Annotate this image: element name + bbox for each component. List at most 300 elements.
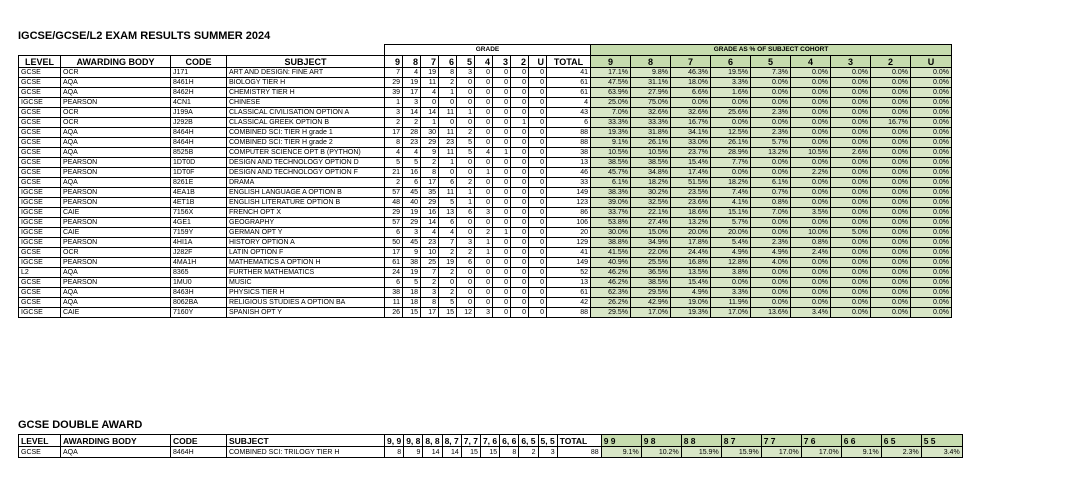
grade-count-cell: 0 — [529, 228, 547, 238]
grade-count-cell: 0 — [457, 268, 475, 278]
code-cell: 8365 — [171, 268, 227, 278]
grade-count-cell: 2 — [439, 268, 457, 278]
grade-count-cell: 21 — [385, 168, 403, 178]
grade-count-cell: 23 — [439, 138, 457, 148]
grade-count-cell: 11 — [385, 298, 403, 308]
grade-count-cell: 0 — [511, 148, 529, 158]
grade-count-cell: 6 — [457, 208, 475, 218]
level-cell: GCSE — [19, 178, 61, 188]
grade-pct-cell: 0.0% — [871, 188, 911, 198]
grade-pct-cell: 0.0% — [831, 278, 871, 288]
code-cell: 8461H — [171, 78, 227, 88]
grade-pct-cell: 0.0% — [791, 258, 831, 268]
grade-count-cell: 11 — [439, 108, 457, 118]
grade-pct-cell: 26.2% — [591, 298, 631, 308]
grade-pct-cell: 0.0% — [911, 308, 952, 318]
grade-pct-cell: 0.0% — [831, 78, 871, 88]
grade-pct-cell: 7.0% — [591, 108, 631, 118]
grade-pct-cell: 0.0% — [751, 278, 791, 288]
total-cell: 88 — [557, 447, 601, 458]
grade-count-cell: 0 — [475, 278, 493, 288]
grade-count-cell: 4 — [385, 148, 403, 158]
grade-pct-cell: 42.9% — [631, 298, 671, 308]
grade-count-cell: 1 — [493, 148, 511, 158]
grade-pct-cell: 0.0% — [911, 198, 952, 208]
grade-count-cell: 50 — [385, 238, 403, 248]
grade-pct-cell: 20.0% — [711, 228, 751, 238]
grade-count-cell: 0 — [439, 98, 457, 108]
grade-pct-cell: 0.0% — [831, 258, 871, 268]
grade-count-cell: 1 — [457, 188, 475, 198]
grade-count-cell: 3 — [475, 208, 493, 218]
grade-count-cell: 3 — [403, 98, 421, 108]
grade-pct-cell: 0.0% — [911, 138, 952, 148]
code-cell: J292B — [171, 118, 227, 128]
awarding-body-cell: AQA — [61, 447, 171, 458]
grade-count-cell: 2 — [475, 228, 493, 238]
level-cell: IGCSE — [19, 228, 61, 238]
grade-count-cell: 0 — [475, 198, 493, 208]
grade-pct-cell: 12.8% — [711, 258, 751, 268]
table-row — [19, 158, 952, 168]
grade-count-cell: 24 — [385, 268, 403, 278]
total-header: TOTAL — [547, 56, 591, 68]
level-cell: GCSE — [19, 447, 61, 458]
grade-pct-cell: 4.0% — [751, 258, 791, 268]
level-cell: IGCSE — [19, 308, 61, 318]
grade-count-cell: 57 — [385, 218, 403, 228]
grade-pct-cell: 0.0% — [871, 108, 911, 118]
awarding-body-cell: AQA — [61, 178, 171, 188]
grade-pct-cell: 29.5% — [631, 288, 671, 298]
code-cell: 1MU0 — [171, 278, 227, 288]
level-cell: GCSE — [19, 148, 61, 158]
double-award-title: GCSE DOUBLE AWARD — [18, 419, 143, 431]
grade-count-cell: 1 — [475, 238, 493, 248]
table-row — [19, 188, 952, 198]
grade-pct-cell: 22.1% — [631, 208, 671, 218]
grade-count-cell: 5 — [439, 298, 457, 308]
grade-pct-cell: 51.5% — [671, 178, 711, 188]
grade-pct-cell: 5.7% — [751, 138, 791, 148]
grade-pct-cell: 17.4% — [671, 168, 711, 178]
grade-pct-cell: 2.2% — [791, 168, 831, 178]
grade-pct-cell: 0.0% — [911, 298, 952, 308]
grade-pct-cell: 46.3% — [671, 68, 711, 78]
awarding-body-cell: PEARSON — [61, 198, 171, 208]
grade-count-cell: 0 — [511, 98, 529, 108]
total-cell: 20 — [547, 228, 591, 238]
grade-count-cell: 4 — [403, 148, 421, 158]
grade-pct-cell: 38.3% — [591, 188, 631, 198]
awarding-body-cell: PEARSON — [61, 278, 171, 288]
grade-pct-cell: 19.3% — [591, 128, 631, 138]
subject-cell: LATIN OPTION F — [227, 248, 385, 258]
grade-count-cell: 3 — [538, 447, 557, 458]
grade-count-cell: 0 — [457, 158, 475, 168]
grade-pct-cell: 0.0% — [911, 118, 952, 128]
code-cell: J282F — [171, 248, 227, 258]
grade-count-cell: 0 — [493, 278, 511, 288]
grade-count-cell: 0 — [457, 298, 475, 308]
grade-pct-cell: 33.3% — [631, 118, 671, 128]
grade-count-cell: 23 — [421, 238, 439, 248]
code-cell: 8062BA — [171, 298, 227, 308]
grade-pct-cell: 15.4% — [671, 278, 711, 288]
grade-header: 5 — [457, 56, 475, 68]
code-cell: 8464H — [171, 128, 227, 138]
grade-pct-cell: 13.6% — [751, 308, 791, 318]
grade-pct-cell: 18.2% — [711, 178, 751, 188]
grade-pct-cell: 0.0% — [671, 98, 711, 108]
grade-header: 9, 9 — [385, 435, 404, 447]
grade-count-cell: 11 — [421, 78, 439, 88]
grade-pct-cell: 17.0% — [761, 447, 801, 458]
grade-pct-cell: 13.2% — [751, 148, 791, 158]
grade-count-cell: 0 — [529, 268, 547, 278]
grade-count-cell: 0 — [511, 258, 529, 268]
grade-pct-cell: 26.1% — [711, 138, 751, 148]
level-header: LEVEL — [19, 56, 61, 68]
subject-cell: MATHEMATICS A OPTION H — [227, 258, 385, 268]
grade-count-cell: 0 — [511, 68, 529, 78]
grade-pct-header: 5 5 — [921, 435, 962, 447]
total-cell: 88 — [547, 138, 591, 148]
level-header: LEVEL — [19, 435, 61, 447]
subject-cell: CHINESE — [227, 98, 385, 108]
grade-count-cell: 2 — [457, 248, 475, 258]
total-cell: 123 — [547, 198, 591, 208]
grade-count-cell: 2 — [439, 78, 457, 88]
level-cell: IGCSE — [19, 198, 61, 208]
grade-count-cell: 0 — [493, 308, 511, 318]
subject-cell: CHEMISTRY TIER H — [227, 88, 385, 98]
level-cell: GCSE — [19, 78, 61, 88]
grade-count-cell: 0 — [511, 238, 529, 248]
grade-count-cell: 0 — [529, 168, 547, 178]
grade-pct-cell: 0.0% — [791, 108, 831, 118]
grade-pct-cell: 1.6% — [711, 88, 751, 98]
grade-pct-cell: 0.0% — [751, 298, 791, 308]
grade-count-cell: 0 — [439, 118, 457, 128]
code-cell: 8462H — [171, 88, 227, 98]
total-cell: 33 — [547, 178, 591, 188]
grade-count-cell: 0 — [493, 138, 511, 148]
grade-count-cell: 0 — [511, 78, 529, 88]
grade-pct-cell: 41.5% — [591, 248, 631, 258]
grade-count-cell: 0 — [529, 278, 547, 288]
grade-pct-cell: 6.6% — [671, 88, 711, 98]
grade-pct-cell: 32.6% — [631, 108, 671, 118]
grade-pct-cell: 0.0% — [871, 138, 911, 148]
grade-pct-header: U — [911, 56, 952, 68]
grade-count-cell: 17 — [385, 128, 403, 138]
level-cell: IGCSE — [19, 238, 61, 248]
grade-header: 7, 6 — [480, 435, 499, 447]
grade-pct-cell: 0.0% — [871, 218, 911, 228]
grade-pct-cell: 24.4% — [671, 248, 711, 258]
awarding-body-cell: PEARSON — [61, 238, 171, 248]
table-row — [19, 108, 952, 118]
grade-count-cell: 0 — [511, 138, 529, 148]
grade-pct-cell: 34.1% — [671, 128, 711, 138]
grade-pct-cell: 32.6% — [671, 108, 711, 118]
grade-pct-cell: 0.0% — [871, 238, 911, 248]
total-cell: 86 — [547, 208, 591, 218]
grade-count-cell: 10 — [421, 248, 439, 258]
grade-pct-cell: 0.0% — [911, 268, 952, 278]
grade-count-cell: 9 — [404, 447, 423, 458]
subject-cell: FURTHER MATHEMATICS — [227, 268, 385, 278]
grade-pct-cell: 31.1% — [631, 78, 671, 88]
grade-pct-header: 9 — [591, 56, 631, 68]
subject-cell: CLASSICAL GREEK OPTION B — [227, 118, 385, 128]
grade-pct-cell: 15.9% — [721, 447, 761, 458]
grade-count-cell: 6 — [439, 218, 457, 228]
grade-count-cell: 8 — [439, 68, 457, 78]
grade-pct-cell: 0.0% — [711, 118, 751, 128]
grade-pct-cell: 19.0% — [671, 298, 711, 308]
grade-count-cell: 0 — [511, 158, 529, 168]
grade-pct-cell: 45.7% — [591, 168, 631, 178]
grade-count-cell: 0 — [475, 108, 493, 118]
grade-count-cell: 0 — [511, 268, 529, 278]
subject-header: SUBJECT — [227, 435, 385, 447]
code-cell: 7159Y — [171, 228, 227, 238]
code-cell: 4HI1A — [171, 238, 227, 248]
grade-count-cell: 0 — [511, 218, 529, 228]
grade-pct-cell: 38.5% — [631, 278, 671, 288]
total-cell: 52 — [547, 268, 591, 278]
subject-cell: GEOGRAPHY — [227, 218, 385, 228]
grade-pct-cell: 3.3% — [711, 288, 751, 298]
grade-pct-cell: 0.0% — [791, 78, 831, 88]
awarding-body-cell: AQA — [61, 128, 171, 138]
grade-pct-cell: 16.8% — [671, 258, 711, 268]
grade-count-cell: 2 — [421, 278, 439, 288]
grade-count-cell: 2 — [421, 158, 439, 168]
grade-pct-cell: 9.1% — [601, 447, 641, 458]
grade-pct-cell: 10.0% — [791, 228, 831, 238]
code-cell: J199A — [171, 108, 227, 118]
grade-count-cell: 15 — [480, 447, 499, 458]
grade-count-cell: 0 — [529, 288, 547, 298]
grade-pct-cell: 16.7% — [871, 118, 911, 128]
grade-pct-cell: 33.7% — [591, 208, 631, 218]
level-cell: GCSE — [19, 68, 61, 78]
grade-pct-cell: 19.5% — [711, 68, 751, 78]
subject-cell: COMBINED SCI: TRILOGY TIER H — [227, 447, 385, 458]
grade-pct-header: 9 9 — [601, 435, 641, 447]
grade-pct-cell: 7.0% — [751, 208, 791, 218]
grade-count-cell: 6 — [457, 258, 475, 268]
grade-count-cell: 1 — [475, 168, 493, 178]
grade-pct-cell: 0.0% — [911, 168, 952, 178]
subject-cell: BIOLOGY TIER H — [227, 78, 385, 88]
grade-pct-cell: 0.0% — [871, 178, 911, 188]
grade-pct-cell: 0.0% — [751, 268, 791, 278]
grade-pct-cell: 0.0% — [871, 268, 911, 278]
grade-count-cell: 0 — [529, 78, 547, 88]
grade-pct-cell: 3.4% — [921, 447, 962, 458]
grade-count-cell: 9 — [421, 148, 439, 158]
grade-count-cell: 0 — [529, 98, 547, 108]
grade-count-cell: 0 — [493, 188, 511, 198]
grade-count-cell: 0 — [529, 198, 547, 208]
level-cell: IGCSE — [19, 258, 61, 268]
grade-count-cell: 0 — [511, 308, 529, 318]
grade-count-cell: 0 — [493, 88, 511, 98]
grade-pct-cell: 0.0% — [911, 278, 952, 288]
grade-count-cell: 38 — [403, 258, 421, 268]
grade-count-cell: 45 — [403, 188, 421, 198]
grade-count-cell: 19 — [421, 68, 439, 78]
grade-count-cell: 1 — [493, 228, 511, 238]
grade-count-cell: 0 — [475, 178, 493, 188]
grade-count-cell: 8 — [421, 298, 439, 308]
grade-pct-cell: 9.8% — [631, 68, 671, 78]
grade-pct-cell: 7.4% — [711, 188, 751, 198]
total-cell: 129 — [547, 238, 591, 248]
grade-pct-cell: 0.0% — [831, 88, 871, 98]
grade-pct-cell: 4.9% — [671, 288, 711, 298]
grade-count-cell: 0 — [511, 88, 529, 98]
grade-pct-cell: 0.0% — [871, 308, 911, 318]
grade-count-cell: 16 — [403, 168, 421, 178]
grade-pct-cell: 0.0% — [911, 68, 952, 78]
grade-pct-cell: 0.0% — [911, 128, 952, 138]
grade-header: 2 — [511, 56, 529, 68]
grade-pct-cell: 0.0% — [751, 78, 791, 88]
grade-pct-cell: 0.0% — [911, 78, 952, 88]
grade-pct-cell: 0.0% — [751, 88, 791, 98]
grade-count-cell: 17 — [385, 248, 403, 258]
grade-count-cell: 2 — [439, 288, 457, 298]
awarding-body-cell: PEARSON — [61, 258, 171, 268]
grade-count-cell: 5 — [457, 138, 475, 148]
grade-count-cell: 0 — [529, 258, 547, 268]
grade-count-cell: 2 — [385, 118, 403, 128]
grade-pct-cell: 0.0% — [791, 88, 831, 98]
grade-header: 7, 7 — [461, 435, 480, 447]
grade-pct-cell: 2.3% — [881, 447, 921, 458]
grade-pct-cell: 0.0% — [911, 208, 952, 218]
grade-group-header: GRADE — [385, 45, 591, 56]
grade-count-cell: 5 — [385, 158, 403, 168]
awarding-body-cell: AQA — [61, 148, 171, 158]
level-cell: GCSE — [19, 118, 61, 128]
table-row — [19, 278, 952, 288]
grade-count-cell: 0 — [529, 138, 547, 148]
grade-pct-cell: 0.8% — [791, 238, 831, 248]
grade-count-cell: 0 — [475, 128, 493, 138]
grade-pct-cell: 0.0% — [871, 248, 911, 258]
grade-pct-cell: 0.0% — [831, 118, 871, 128]
grade-count-cell: 0 — [529, 158, 547, 168]
grade-pct-cell: 23.5% — [671, 188, 711, 198]
grade-pct-header: 7 — [671, 56, 711, 68]
awarding-body-cell: OCR — [61, 68, 171, 78]
awarding-body-cell: PEARSON — [61, 188, 171, 198]
grade-count-cell: 0 — [511, 198, 529, 208]
grade-count-cell: 3 — [457, 68, 475, 78]
grade-count-cell: 0 — [511, 278, 529, 288]
grade-count-cell: 30 — [421, 128, 439, 138]
grade-pct-cell: 0.0% — [871, 168, 911, 178]
grade-count-cell: 3 — [421, 288, 439, 298]
grade-count-cell: 0 — [529, 148, 547, 158]
grade-pct-cell: 34.9% — [631, 238, 671, 248]
results-table — [18, 44, 952, 318]
grade-pct-cell: 0.0% — [791, 188, 831, 198]
grade-count-cell: 9 — [403, 248, 421, 258]
grade-pct-cell: 5.4% — [711, 238, 751, 248]
grade-count-cell: 39 — [385, 88, 403, 98]
grade-pct-cell: 0.0% — [791, 278, 831, 288]
table-row — [19, 288, 952, 298]
code-cell: 4MA1H — [171, 258, 227, 268]
grade-count-cell: 2 — [385, 178, 403, 188]
subject-cell: RELIGIOUS STUDIES A OPTION BA — [227, 298, 385, 308]
grade-count-cell: 29 — [403, 218, 421, 228]
grade-pct-cell: 0.0% — [791, 68, 831, 78]
grade-count-cell: 0 — [439, 278, 457, 288]
grade-count-cell: 0 — [475, 258, 493, 268]
grade-pct-cell: 0.0% — [791, 268, 831, 278]
grade-pct-cell: 19.3% — [671, 308, 711, 318]
grade-pct-cell: 38.5% — [631, 158, 671, 168]
grade-pct-cell: 2.4% — [791, 248, 831, 258]
grade-pct-cell: 16.7% — [671, 118, 711, 128]
grade-pct-header: 8 — [631, 56, 671, 68]
subject-cell: COMBINED SCI: TIER H grade 2 — [227, 138, 385, 148]
grade-pct-cell: 0.0% — [871, 68, 911, 78]
grade-pct-cell: 0.0% — [871, 228, 911, 238]
grade-pct-cell: 0.0% — [911, 228, 952, 238]
grade-pct-cell: 0.0% — [911, 158, 952, 168]
grade-count-cell: 0 — [475, 218, 493, 228]
grade-pct-cell: 25.0% — [591, 98, 631, 108]
grade-count-cell: 18 — [403, 288, 421, 298]
grade-count-cell: 0 — [475, 138, 493, 148]
grade-count-cell: 0 — [493, 258, 511, 268]
awarding-body-cell: OCR — [61, 118, 171, 128]
code-cell: 8464H — [171, 447, 227, 458]
grade-count-cell: 0 — [511, 288, 529, 298]
grade-pct-cell: 4.9% — [751, 248, 791, 258]
grade-pct-cell: 63.9% — [591, 88, 631, 98]
grade-pct-cell: 0.0% — [791, 298, 831, 308]
subject-cell: DESIGN AND TECHNOLOGY OPTION F — [227, 168, 385, 178]
grade-pct-cell: 0.0% — [831, 298, 871, 308]
grade-pct-cell: 62.3% — [591, 288, 631, 298]
grade-count-cell: 0 — [475, 158, 493, 168]
grade-count-cell: 0 — [529, 208, 547, 218]
level-cell: GCSE — [19, 298, 61, 308]
grade-pct-cell: 11.9% — [711, 298, 751, 308]
table-row — [19, 268, 952, 278]
grade-count-cell: 0 — [529, 248, 547, 258]
grade-count-cell: 18 — [403, 298, 421, 308]
level-cell: GCSE — [19, 288, 61, 298]
grade-count-cell: 0 — [529, 178, 547, 188]
grade-pct-cell: 0.0% — [751, 288, 791, 298]
grade-count-cell: 8 — [500, 447, 519, 458]
grade-count-cell: 0 — [529, 188, 547, 198]
code-cell: 1DT0D — [171, 158, 227, 168]
grade-count-cell: 0 — [493, 158, 511, 168]
grade-count-cell: 16 — [421, 208, 439, 218]
